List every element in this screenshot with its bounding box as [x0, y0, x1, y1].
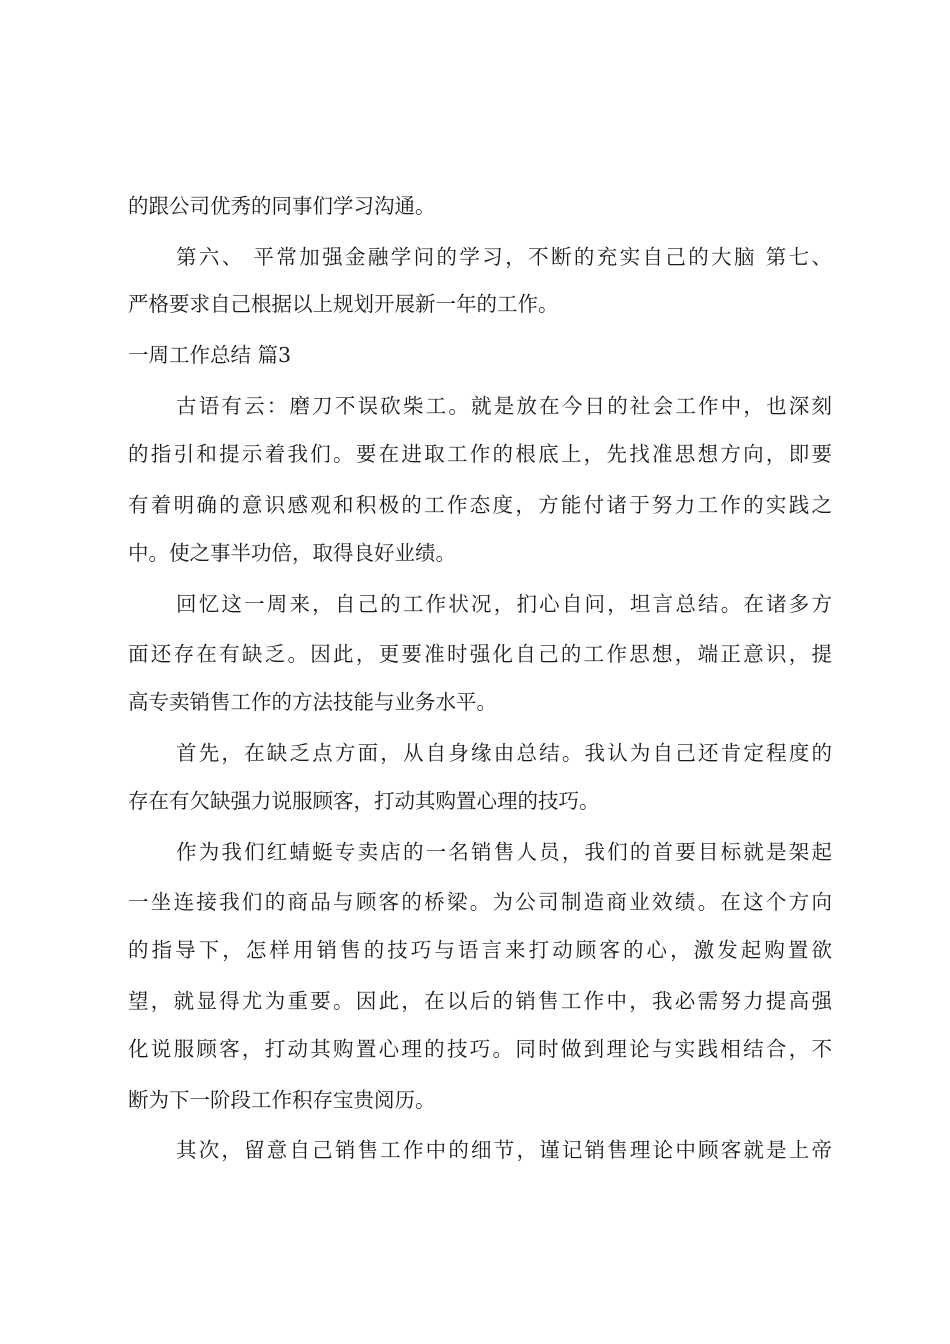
text-line: 回忆这一周来，自己的工作状况，扪心自问，坦言总结。在诸多方 — [176, 592, 832, 616]
section-heading: 一周工作总结 篇3 — [128, 343, 292, 367]
text-line: 面还存在有缺乏。因此，更要准时强化自己的工作思想，端正意识，提 — [128, 642, 832, 666]
text-line: 严格要求自己根据以上规划开展新一年的工作。 — [128, 292, 559, 316]
text-line: 有着明确的意识感观和积极的工作态度，方能付诸于努力工作的实践之 — [128, 493, 832, 517]
text-line: 古语有云：磨刀不误砍柴工。就是放在今日的社会工作中，也深刻 — [176, 394, 832, 418]
text-line: 的跟公司优秀的同事们学习沟通。 — [128, 194, 436, 218]
text-line: 的指引和提示着我们。要在进取工作的根底上，先找准思想方向，即要 — [128, 442, 832, 466]
text-line: 其次，留意自己销售工作中的细节，谨记销售理论中顾客就是上帝 — [176, 1138, 832, 1162]
text-line: 化说服顾客，打动其购置心理的技巧。同时做到理论与实践相结合，不 — [128, 1037, 832, 1061]
text-line: 高专卖销售工作的方法技能与业务水平。 — [128, 690, 497, 714]
text-line: 首先，在缺乏点方面，从自身缘由总结。我认为自己还肯定程度的 — [176, 741, 832, 765]
text-line: 断为下一阶段工作积存宝贵阅历。 — [128, 1088, 436, 1112]
text-line: 中。使之事半功倍，取得良好业绩。 — [128, 541, 456, 565]
text-line: 第六、 平常加强金融学问的学习，不断的充实自己的大脑 第七、 — [176, 245, 832, 269]
text-line: 作为我们红蜻蜓专卖店的一名销售人员，我们的首要目标就是架起 — [176, 840, 832, 864]
text-line: 存在有欠缺强力说服顾客，打动其购置心理的技巧。 — [128, 789, 600, 813]
text-line: 的指导下，怎样用销售的技巧与语言来打动顾客的心，激发起购置欲 — [128, 938, 832, 962]
text-line: 望，就显得尤为重要。因此，在以后的销售工作中，我必需努力提高强 — [128, 989, 832, 1013]
text-line: 一坐连接我们的商品与顾客的桥梁。为公司制造商业效绩。在这个方向 — [128, 890, 832, 914]
